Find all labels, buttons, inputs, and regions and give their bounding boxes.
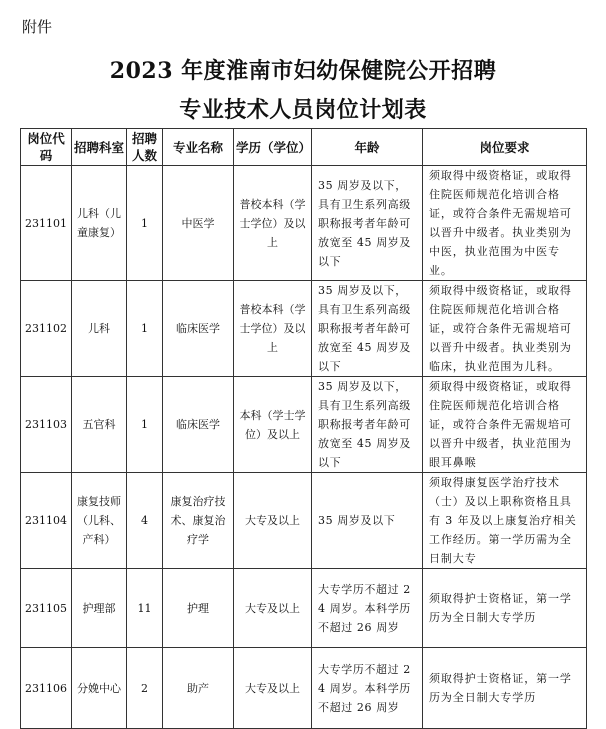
cell-age: 35 周岁及以下，具有卫生系列高级职称报考者年龄可放宽至 45 周岁及以下	[312, 281, 423, 377]
cell-edu: 大专及以上	[234, 569, 312, 648]
cell-code: 231103	[21, 377, 72, 473]
cell-code: 231101	[21, 166, 72, 281]
cell-count: 11	[127, 569, 163, 648]
cell-req: 须取得护士资格证，第一学历为全日制大专学历	[423, 648, 587, 729]
cell-major: 护理	[163, 569, 234, 648]
header-count: 招聘人数	[127, 129, 163, 166]
cell-code: 231102	[21, 281, 72, 377]
cell-req: 须取得中级资格证，或取得住院医师规范化培训合格证，或符合条件无需规培可以晋升中级者，执业范围为眼耳鼻喉	[423, 377, 587, 473]
cell-dept: 儿科	[72, 281, 127, 377]
table-row	[21, 281, 587, 377]
page-title-line2: 专业技术人员岗位计划表	[179, 97, 427, 123]
cell-age: 35 周岁及以下，具有卫生系列高级职称报考者年龄可放宽至 45 周岁及以下	[312, 377, 423, 473]
cell-major: 中医学	[163, 166, 234, 281]
cell-count: 1	[127, 377, 163, 473]
cell-dept: 五官科	[72, 377, 127, 473]
page-title-line1: 2023 年度淮南市妇幼保健院公开招聘	[109, 58, 497, 84]
position-plan-table	[20, 128, 587, 729]
cell-req: 须取得中级资格证，或取得住院医师规范化培训合格证，或符合条件无需规培可以晋升中级者。执业类别为中医，执业范围为中医专业。	[423, 166, 587, 281]
cell-age: 35 周岁及以下，具有卫生系列高级职称报考者年龄可放宽至 45 周岁及以下	[312, 166, 423, 281]
cell-edu: 大专及以上	[234, 648, 312, 729]
cell-major: 康复治疗技术、康复治疗学	[163, 473, 234, 569]
cell-req: 须取得护士资格证，第一学历为全日制大专学历	[423, 569, 587, 648]
header-dept: 招聘科室	[72, 129, 127, 166]
cell-dept: 儿科（儿童康复）	[72, 166, 127, 281]
table-header-row	[21, 129, 587, 166]
cell-code: 231104	[21, 473, 72, 569]
header-code: 岗位代码	[21, 129, 72, 166]
cell-dept: 康复技师（儿科、产科）	[72, 473, 127, 569]
cell-major: 临床医学	[163, 281, 234, 377]
cell-edu: 本科（学士学位）及以上	[234, 377, 312, 473]
cell-req: 须取得中级资格证，或取得住院医师规范化培训合格证，或符合条件无需规培可以晋升中级者。执业类别为临床，执业范围为儿科。	[423, 281, 587, 377]
cell-age: 35 周岁及以下	[312, 473, 423, 569]
table-row	[21, 377, 587, 473]
cell-req: 须取得康复医学治疗技术（士）及以上职称资格且具有 3 年及以上康复治疗相关工作经历。第一学历需为全日制大专	[423, 473, 587, 569]
cell-code: 231105	[21, 569, 72, 648]
cell-edu: 大专及以上	[234, 473, 312, 569]
cell-edu: 普校本科（学士学位）及以上	[234, 166, 312, 281]
cell-count: 1	[127, 166, 163, 281]
header-age: 年龄	[312, 129, 423, 166]
table-row	[21, 166, 587, 281]
cell-age: 大专学历不超过 24 周岁。本科学历不超过 26 周岁	[312, 648, 423, 729]
header-edu: 学历（学位）	[234, 129, 312, 166]
cell-major: 助产	[163, 648, 234, 729]
cell-dept: 分娩中心	[72, 648, 127, 729]
header-major: 专业名称	[163, 129, 234, 166]
cell-code: 231106	[21, 648, 72, 729]
cell-age: 大专学历不超过 24 周岁。本科学历不超过 26 周岁	[312, 569, 423, 648]
table-row	[21, 473, 587, 569]
cell-major: 临床医学	[163, 377, 234, 473]
cell-count: 1	[127, 281, 163, 377]
cell-count: 4	[127, 473, 163, 569]
cell-edu: 普校本科（学士学位）及以上	[234, 281, 312, 377]
cell-dept: 护理部	[72, 569, 127, 648]
table-row	[21, 648, 587, 729]
table-row	[21, 569, 587, 648]
cell-count: 2	[127, 648, 163, 729]
header-req: 岗位要求	[423, 129, 587, 166]
attachment-label: 附件	[22, 18, 53, 36]
